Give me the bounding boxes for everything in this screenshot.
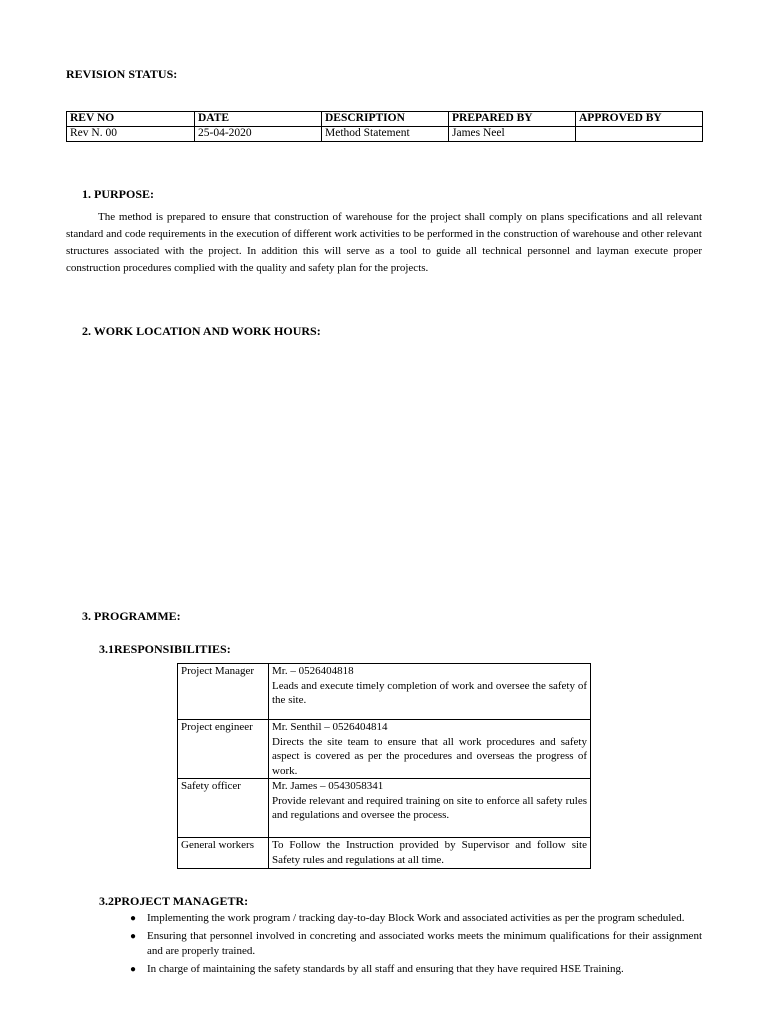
- responsibility-cell: [269, 720, 591, 779]
- revision-table-header: [67, 112, 703, 127]
- role-cell: Project Manager: [178, 664, 269, 720]
- contact-line: Mr. Senthil – 0526404814: [272, 721, 388, 733]
- responsibility-cell: [269, 779, 591, 838]
- list-item: [130, 962, 702, 977]
- purpose-paragraph: The method is prepared to ensure that construction of warehouse for the project shall comply on plans specifications and all relevant standard and code requirements in the execution of different work activities to be performed in the construction of warehouse and other relevant structures associated with the project. In addition this will serve as a tool to guide all technical personnel and layman execute proper construction procedures complied with the quality and safety plan for the projects.: [66, 211, 702, 274]
- project-manager-heading: 3.2PROJECT MANAGETR:: [99, 894, 249, 908]
- project-manager-duties-list: [130, 911, 702, 980]
- role-cell: Safety officer: [178, 779, 269, 838]
- responsibility-cell: [269, 664, 591, 720]
- purpose-heading: 1. PURPOSE:: [82, 187, 154, 201]
- column-header: PREPARED BY: [449, 112, 576, 127]
- table-row: [178, 779, 591, 838]
- duty-text: Leads and execute timely completion of work and oversee the safety of the site.: [272, 679, 587, 706]
- table-row: [67, 127, 703, 142]
- rev-no-cell: Rev N. 00: [67, 127, 195, 142]
- role-cell: Project engineer: [178, 720, 269, 779]
- column-header: APPROVED BY: [576, 112, 703, 127]
- list-item-text: In charge of maintaining the safety standards by all staff and ensuring that they have required HSE Training.: [147, 963, 624, 975]
- bullet-icon: ●: [130, 913, 137, 924]
- list-item-text: Ensuring that personnel involved in concreting and associated works meets the minimum qualifications for their assignment and are properly trained.: [147, 930, 702, 957]
- contact-line: Mr. – 0526404818: [272, 665, 354, 677]
- description-cell: Method Statement: [322, 127, 449, 142]
- contact-line: Mr. James – 0543058341: [272, 780, 384, 792]
- duty-text: Provide relevant and required training on site to enforce all safety rules and regulations and oversee the process.: [272, 794, 587, 821]
- programme-heading: 3. PROGRAMME:: [82, 609, 181, 623]
- list-item-text: Implementing the work program / tracking day-to-day Block Work and associated activities as per the program scheduled.: [147, 912, 685, 924]
- work-location-heading: 2. WORK LOCATION AND WORK HOURS:: [82, 324, 321, 338]
- bullet-icon: ●: [130, 964, 137, 975]
- prepared-by-cell: James Neel: [449, 127, 576, 142]
- responsibilities-heading: 3.1RESPONSIBILITIES:: [99, 642, 231, 656]
- duty-text: To Follow the Instruction provided by Supervisor and follow site Safety rules and regulations at all time.: [272, 839, 587, 866]
- table-row: [178, 664, 591, 720]
- column-header: REV NO: [67, 112, 195, 127]
- responsibilities-table: [177, 663, 591, 869]
- approved-by-cell: [576, 127, 703, 142]
- column-header: DATE: [195, 112, 322, 127]
- role-cell: General workers: [178, 838, 269, 869]
- bullet-icon: ●: [130, 931, 137, 942]
- list-item: [130, 929, 702, 959]
- list-item: [130, 911, 702, 926]
- responsibility-cell: [269, 838, 591, 869]
- column-header: DESCRIPTION: [322, 112, 449, 127]
- date-cell: 25-04-2020: [195, 127, 322, 142]
- revision-table: [66, 111, 703, 142]
- duty-text: Directs the site team to ensure that all work procedures and safety aspect is covered as per the procedures and overseas the progress of work.: [272, 735, 587, 777]
- revision-status-heading: REVISION STATUS:: [66, 67, 178, 81]
- table-row: [178, 838, 591, 869]
- table-row: [178, 720, 591, 779]
